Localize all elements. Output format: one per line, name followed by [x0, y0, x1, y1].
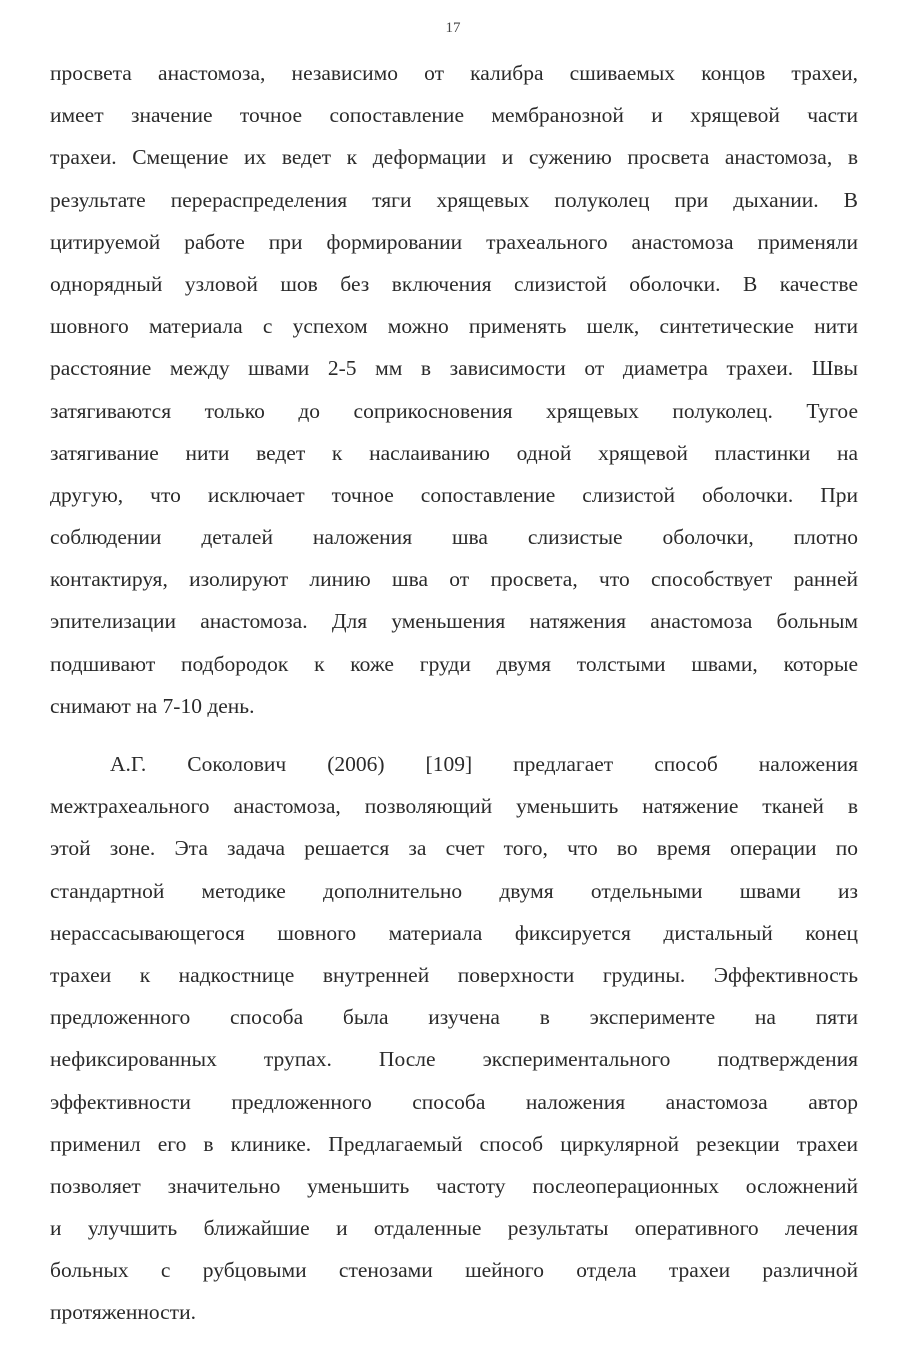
paragraph-1	[50, 52, 858, 727]
text-line: позволяет значительно уменьшить частоту послеоперационных осложнений	[50, 1173, 858, 1198]
text-line: затягивание нити ведет к наслаиванию одной хрящевой пластинки на	[50, 440, 858, 465]
text-line: этой зоне. Эта задача решается за счет того, что во время операции по	[50, 836, 858, 861]
text-line: снимают на 7-10 день.	[50, 693, 255, 718]
text-line: А.Г. Соколович (2006) [109] предлагает способ наложения	[110, 752, 858, 776]
text-line: применил его в клинике. Предлагаемый способ циркулярной резекции трахеи	[50, 1131, 858, 1156]
text-line: соблюдении деталей наложения шва слизистые оболочки, плотно	[50, 525, 858, 550]
text-line: имеет значение точное сопоставление мембранозной и хрящевой части	[50, 103, 858, 128]
text-line: эпителизации анастомоза. Для уменьшения натяжения анастомоза больным	[50, 609, 858, 634]
text-line: трахеи. Смещение их ведет к деформации и сужению просвета анастомоза, в	[50, 145, 858, 170]
text-line: нерассасывающегося шовного материала фиксируется дистальный конец	[50, 920, 858, 945]
text-line: трахеи к надкостнице внутренней поверхности грудины. Эффективность	[50, 962, 858, 987]
paragraph-2	[50, 743, 858, 1334]
text-line: расстояние между швами 2-5 мм в зависимости от диаметра трахеи. Швы	[50, 356, 858, 381]
text-line: эффективности предложенного способа наложения анастомоза автор	[50, 1089, 858, 1114]
text-line: цитируемой работе при формировании трахеального анастомоза применяли	[50, 229, 858, 254]
text-line: межтрахеального анастомоза, позволяющий уменьшить натяжение тканей в	[50, 794, 858, 819]
text-line: протяженности.	[50, 1300, 196, 1325]
text-line: шовного материала с успехом можно применять шелк, синтетические нити	[50, 314, 858, 339]
text-line: стандартной методике дополнительно двумя отдельными швами из	[50, 878, 858, 903]
text-line: затягиваются только до соприкосновения хрящевых полуколец. Тугое	[50, 398, 858, 423]
text-line: нефиксированных трупах. После экспериментального подтверждения	[50, 1047, 858, 1072]
text-line: больных с рубцовыми стенозами шейного отдела трахеи различной	[50, 1258, 858, 1283]
text-line: другую, что исключает точное сопоставление слизистой оболочки. При	[50, 482, 858, 507]
text-line: результате перераспределения тяги хрящевых полуколец при дыхании. В	[50, 187, 858, 212]
text-line: подшивают подбородок к коже груди двумя толстыми швами, которые	[50, 651, 858, 676]
page-number: 17	[445, 20, 461, 36]
text-line: контактируя, изолируют линию шва от просвета, что способствует ранней	[50, 567, 858, 592]
text-line: просвета анастомоза, независимо от калибра сшиваемых концов трахеи,	[50, 61, 858, 85]
text-line: однорядный узловой шов без включения слизистой оболочки. В качестве	[50, 271, 858, 296]
text-line: и улучшить ближайшие и отдаленные результаты оперативного лечения	[50, 1216, 858, 1241]
text-line: предложенного способа была изучена в эксперименте на пяти	[50, 1005, 858, 1030]
